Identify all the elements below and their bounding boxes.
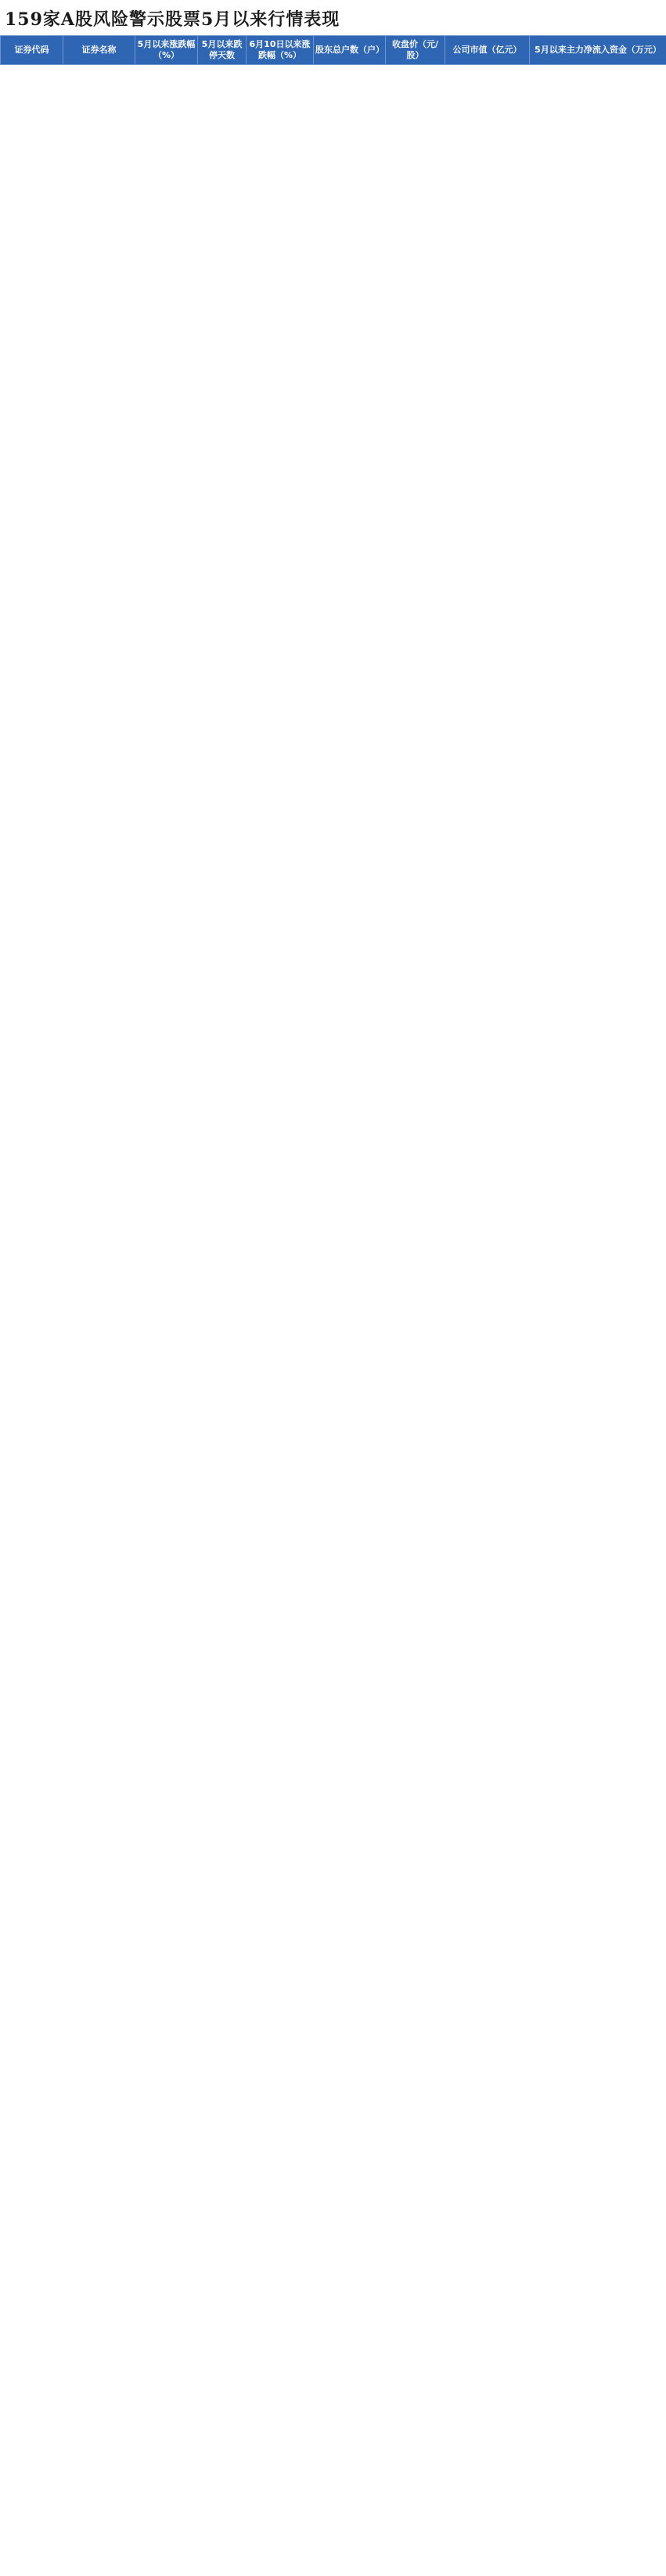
header-limit-down-days: 5月以来跌停天数 bbox=[198, 36, 247, 65]
stock-table bbox=[0, 35, 666, 65]
header-june-change: 6月10日以来涨跌幅（%） bbox=[247, 36, 314, 65]
header-inflow: 5月以来主力净流入资金（万元） bbox=[530, 36, 666, 65]
table-header-row bbox=[1, 36, 666, 65]
header-code: 证券代码 bbox=[1, 36, 63, 65]
header-may-change: 5月以来涨跌幅（%） bbox=[135, 36, 198, 65]
header-close: 收盘价（元/股） bbox=[386, 36, 445, 65]
header-market-cap: 公司市值（亿元） bbox=[445, 36, 530, 65]
header-name: 证券名称 bbox=[63, 36, 135, 65]
page-title: 159家A股风险警示股票5月以来行情表现 bbox=[5, 9, 340, 30]
header-holders: 股东总户数（户） bbox=[314, 36, 386, 65]
